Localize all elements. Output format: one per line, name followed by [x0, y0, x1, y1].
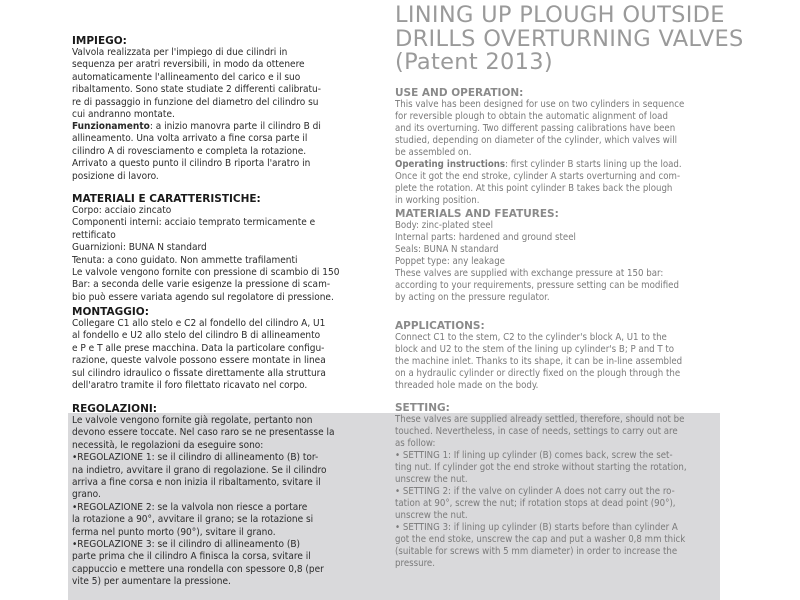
- text-line: na indietro, avvitare il grano di regolazione. Se il cilindro: [72, 464, 327, 476]
- regolazioni-text: [72, 415, 372, 589]
- text-line: e P e T alle prese macchina. Data la particolare configu-: [72, 342, 325, 354]
- text-line: plete the rotation. At this point cylinder B takes back the plough: [395, 183, 673, 194]
- text-line: • SETTING 2: if the valve on cylinder A does not carry out the ro-: [395, 486, 675, 497]
- text-line: grano.: [72, 489, 101, 501]
- text-line: Body: zinc-plated steel: [395, 220, 493, 231]
- funzionamento-text: [72, 121, 372, 183]
- applications-heading: APPLICATIONS:: [395, 320, 485, 332]
- text-line: Le valvole vengono fornite con pressione di scambio di 150: [72, 267, 340, 279]
- text-line: vite 5) per aumentare la pressione.: [72, 576, 231, 588]
- text-line: Corpo: acciaio zincato: [72, 205, 172, 216]
- title-line: LINING UP PLOUGH OUTSIDE: [395, 2, 725, 28]
- text-line: Valvola realizzata per l'impiego di due cilindri in: [72, 47, 288, 58]
- text-line: rettificato: [72, 229, 116, 241]
- text-line: touched. Nevertheless, in case of needs, settings to carry out are: [395, 426, 678, 437]
- text-line: These valves are supplied with exchange pressure at 150 bar:: [395, 268, 664, 279]
- text-line: These valves are supplied already settled, therefore, should not be: [395, 414, 685, 425]
- text-line: automaticamente l'allineamento del carico e il suo: [72, 71, 301, 83]
- text-line: as follow:: [395, 438, 436, 449]
- text-line: • SETTING 1: If lining up cylinder (B) comes back, screw the set-: [395, 450, 673, 461]
- text-line: •REGOLAZIONE 3: se il cilindro di allineamento (B): [72, 539, 301, 551]
- regolazioni-heading: REGOLAZIONI:: [72, 403, 157, 415]
- applications-text: [395, 332, 725, 392]
- text-line: ferma nel punto morto (90°), svitare il grano.: [72, 526, 276, 538]
- text-line: according to your requirements, pressure setting can be modified: [395, 280, 679, 291]
- materiali-text: [72, 205, 372, 304]
- text-line: on a hydraulic cylinder or directly fixed on the plough through the: [395, 368, 681, 379]
- text-line: parte prima che il cilindro A finisca la corsa, svitare il: [72, 551, 311, 563]
- montaggio-heading: MONTAGGIO:: [72, 306, 149, 318]
- text-line: Guarnizioni: BUNA N standard: [72, 242, 207, 254]
- text-line: in working position.: [395, 195, 480, 206]
- text-line: Connect C1 to the stem, C2 to the cylinder's block A, U1 to the: [395, 332, 667, 343]
- text-line: •REGOLAZIONE 2: se la valvola non riesce a portare: [72, 501, 308, 513]
- text-line: cilindro A di rovesciamento e completa la rotazione.: [72, 145, 307, 157]
- text-line: allineamento. Una volta arrivato a fine corsa parte il: [72, 133, 308, 145]
- text-line: tation at 90°, screw the nut; if rotation stops at dead point (90°),: [395, 498, 676, 509]
- setting-heading: SETTING:: [395, 402, 450, 414]
- materials-heading: MATERIALS AND FEATURES:: [395, 208, 559, 220]
- text-line: cappuccio e mettere una rondella con spessore 0,8 (per: [72, 563, 324, 575]
- materiali-heading: MATERIALI E CARATTERISTICHE:: [72, 193, 261, 205]
- text-line: ting nut. If cylinder got the end stroke without starting the rotation,: [395, 462, 687, 473]
- document-title: [395, 2, 744, 75]
- montaggio-text: [72, 318, 372, 392]
- text-line: • SETTING 3: if lining up cylinder (B) starts before than cylinder A: [395, 522, 678, 533]
- text-line: by acting on the pressure regulator.: [395, 292, 550, 303]
- title-line: (Patent 2013): [395, 49, 553, 75]
- text-line: dell'aratro tramite il foro filettato ricavato nel corpo.: [72, 380, 308, 392]
- text-line: ribaltamento. Sono state studiate 2 differenti calibratu-: [72, 84, 321, 96]
- text-line: Le valvole vengono fornite già regolate, pertanto non: [72, 415, 313, 426]
- text-line: re di passaggio in funzione del diametro del cilindro su: [72, 96, 319, 108]
- text-line: sul cilindro idraulico o fissate direttamente alla struttura: [72, 367, 326, 379]
- text-line: arriva a fine corsa e non inizia il ribaltamento, svitare il: [72, 477, 321, 489]
- text-line: al fondello e U2 allo stelo del cilindro B di allineamento: [72, 330, 321, 342]
- operating-first-line: : first cylinder B starts lining up the load.: [505, 159, 682, 170]
- text-line: unscrew the nut.: [395, 474, 468, 485]
- operating-label: Operating instructions: [395, 159, 506, 170]
- materials-text: [395, 220, 725, 304]
- text-line: bio può essere variata agendo sul regolatore di pressione.: [72, 291, 334, 303]
- impiego-heading: IMPIEGO:: [72, 35, 127, 47]
- text-line: studied, depending on diameter of the cylinder, which valves will: [395, 135, 677, 146]
- text-line: Collegare C1 allo stelo e C2 al fondello del cilindro A, U1: [72, 318, 326, 329]
- setting-text: [395, 414, 725, 570]
- text-line: and its overturning. Two different passing calibrations have been: [395, 123, 676, 134]
- text-line: •REGOLAZIONE 1: se il cilindro di allineamento (B) tor-: [72, 452, 319, 464]
- text-line: for reversible plough to obtain the automatic alignment of load: [395, 111, 668, 122]
- text-line: got the end stoke, unscrew the cap and put a washer 0,8 mm thick: [395, 534, 686, 545]
- text-line: the machine inlet. Thanks to its shape, it can be in-line assembled: [395, 356, 683, 367]
- text-line: be assembled on.: [395, 147, 472, 158]
- title-line: DRILLS OVERTURNING VALVES: [395, 25, 744, 52]
- funzionamento-first-line: : a inizio manovra parte il cilindro B di: [149, 121, 321, 132]
- text-line: necessità, le regolazioni da eseguire sono:: [72, 439, 264, 451]
- text-line: la rotazione a 90°, avvitare il grano; se la rotazione si: [72, 514, 314, 526]
- text-line: Internal parts: hardened and ground steel: [395, 232, 576, 243]
- text-line: Tenuta: a cono guidato. Non ammette trafilamenti: [72, 254, 298, 266]
- text-line: sequenza per aratri reversibili, in modo da ottenere: [72, 59, 305, 71]
- text-line: razione, queste valvole possono essere montate in linea: [72, 355, 326, 367]
- text-line: block and U2 to the stem of the lining up cylinder's B; P and T to: [395, 344, 675, 355]
- text-line: cui andranno montate.: [72, 109, 175, 121]
- text-line: (suitable for screws with 5 mm diameter) in order to increase the: [395, 546, 678, 557]
- text-line: This valve has been designed for use on two cylinders in sequence: [395, 99, 685, 110]
- text-line: Poppet type: any leakage: [395, 256, 505, 267]
- text-line: pressure.: [395, 558, 435, 569]
- text-line: Bar: a seconda delle varie esigenze la pressione di scam-: [72, 279, 331, 291]
- text-line: Once it got the end stroke, cylinder A starts overturning and com-: [395, 171, 681, 182]
- text-line: posizione di lavoro.: [72, 170, 159, 182]
- text-line: devono essere toccate. Nel caso raro se ne presentasse la: [72, 427, 335, 439]
- use-text: [395, 99, 725, 159]
- funzionamento-label: Funzionamento: [72, 121, 150, 132]
- operating-text: [395, 159, 725, 207]
- impiego-text: [72, 47, 372, 121]
- text-line: Seals: BUNA N standard: [395, 244, 499, 255]
- text-line: threaded hole made on the body.: [395, 380, 539, 391]
- use-heading: USE AND OPERATION:: [395, 87, 524, 99]
- text-line: unscrew the nut.: [395, 510, 468, 521]
- text-line: Componenti interni: acciaio temprato termicamente e: [72, 217, 316, 229]
- text-line: Arrivato a questo punto il cilindro B riporta l'aratro in: [72, 158, 311, 170]
